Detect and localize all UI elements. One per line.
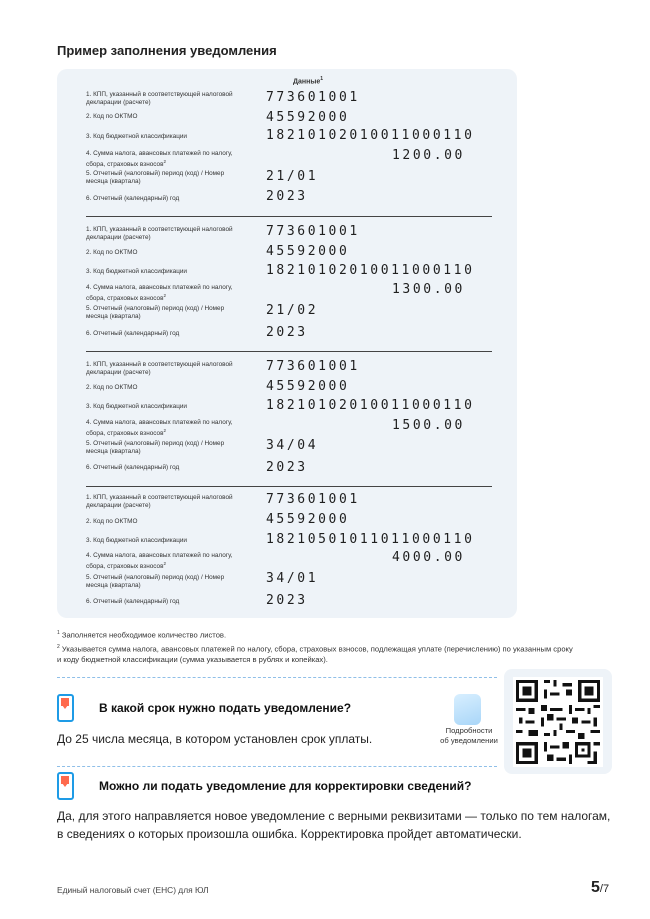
value-kpp: 773601001	[266, 492, 360, 507]
qr-caption: Подробности об уведомлении	[440, 726, 498, 745]
value-kbk: 18210102010011000110	[266, 263, 475, 278]
label-period: 5. Отчетный (налоговый) период (код) / Номер месяца (квартала)	[86, 170, 225, 185]
value-sum: 1500.00	[392, 418, 465, 433]
value-sum: 4000.00	[392, 550, 465, 565]
page-number: 5/7	[591, 879, 610, 896]
value-period: 21/01	[266, 169, 319, 184]
value-oktmo: 45592000	[266, 379, 350, 394]
qr-code-icon[interactable]	[513, 677, 603, 767]
label-period: 5. Отчетный (налоговый) период (код) / Номер месяца (квартала)	[86, 574, 225, 589]
block-separator	[86, 216, 492, 217]
label-sum: 4. Сумма налога, авансовых платежей по налогу, сбора, страховых взносов$^2$	[86, 284, 233, 303]
label-year: 6. Отчетный (календарный) год	[86, 330, 180, 337]
footer-doc-title: Единый налоговый счет (ЕНС) для ЮЛ	[57, 885, 209, 895]
label-kbk: 3. Код бюджетной классификации	[86, 133, 187, 140]
bookmark-icon	[57, 694, 74, 722]
label-year: 6. Отчетный (календарный) год	[86, 195, 180, 202]
value-period: 34/01	[266, 571, 319, 586]
label-kbk: 3. Код бюджетной классификации	[86, 268, 187, 275]
value-kbk: 18210501011011000110	[266, 532, 475, 547]
label-oktmo: 2. Код по ОКТМО	[86, 384, 138, 391]
dashed-divider	[57, 677, 497, 678]
label-oktmo: 2. Код по ОКТМО	[86, 518, 138, 525]
label-kpp: 1. КПП, указанный в соответствующей налоговой декларации (расчете)	[86, 494, 233, 509]
question-heading: В какой срок нужно подать уведомление?	[99, 701, 352, 715]
value-oktmo: 45592000	[266, 512, 350, 527]
block-separator	[86, 351, 492, 352]
value-year: 2023	[266, 189, 308, 204]
label-year: 6. Отчетный (календарный) год	[86, 464, 180, 471]
value-year: 2023	[266, 593, 308, 608]
value-kpp: 773601001	[266, 90, 360, 105]
value-kpp: 773601001	[266, 359, 360, 374]
value-oktmo: 45592000	[266, 244, 350, 259]
value-year: 2023	[266, 460, 308, 475]
footnote-2: $^2$ Указывается сумма налога, авансовых платежей по налогу, сбора, страховых взносов, подлежащая уплате (перечислению) по указанным сроку и коду бюджетной классификации (сумма указывается в рублях и копейках).	[57, 644, 573, 664]
label-sum: 4. Сумма налога, авансовых платежей по налогу, сбора, страховых взносов$^2$	[86, 552, 233, 571]
label-kpp: 1. КПП, указанный в соответствующей налоговой декларации (расчете)	[86, 226, 233, 241]
label-kbk: 3. Код бюджетной классификации	[86, 537, 187, 544]
label-oktmo: 2. Код по ОКТМО	[86, 113, 138, 120]
label-sum: 4. Сумма налога, авансовых платежей по налогу, сбора, страховых взносов$^2$	[86, 419, 233, 438]
answer-text: До 25 числа месяца, в котором установлен срок уплаты.	[57, 732, 373, 746]
label-kpp: 1. КПП, указанный в соответствующей налоговой декларации (расчете)	[86, 91, 233, 106]
label-kpp: 1. КПП, указанный в соответствующей налоговой декларации (расчете)	[86, 361, 233, 376]
phone-icon	[454, 694, 481, 725]
label-sum: 4. Сумма налога, авансовых платежей по налогу, сбора, страховых взносов$^2$	[86, 150, 233, 169]
bookmark-icon	[57, 772, 74, 800]
block-separator	[86, 486, 492, 487]
value-kbk: 18210102010011000110	[266, 398, 475, 413]
footnote-1: $^1$ Заполняется необходимое количество листов.	[57, 630, 227, 640]
value-kbk: 18210102010011000110	[266, 128, 475, 143]
dashed-divider	[57, 766, 497, 767]
label-period: 5. Отчетный (налоговый) период (код) / Номер месяца (квартала)	[86, 305, 225, 320]
column-header: Данные$^1$	[293, 76, 323, 86]
answer-text: Да, для этого направляется новое уведомление с верными реквизитами — только по тем налогам, в сведениях о которых произошла ошибка. Корректировка пройдет автоматически.	[57, 809, 611, 841]
page-title: Пример заполнения уведомления	[57, 43, 277, 58]
label-period: 5. Отчетный (налоговый) период (код) / Номер месяца (квартала)	[86, 440, 225, 455]
label-oktmo: 2. Код по ОКТМО	[86, 249, 138, 256]
value-period: 21/02	[266, 303, 319, 318]
label-year: 6. Отчетный (календарный) год	[86, 598, 180, 605]
value-period: 34/04	[266, 438, 319, 453]
value-sum: 1200.00	[392, 148, 465, 163]
value-oktmo: 45592000	[266, 110, 350, 125]
value-year: 2023	[266, 325, 308, 340]
label-kbk: 3. Код бюджетной классификации	[86, 403, 187, 410]
value-sum: 1300.00	[392, 282, 465, 297]
qr-panel	[504, 669, 612, 774]
question-heading: Можно ли подать уведомление для корректировки сведений?	[99, 779, 472, 793]
value-kpp: 773601001	[266, 224, 360, 239]
